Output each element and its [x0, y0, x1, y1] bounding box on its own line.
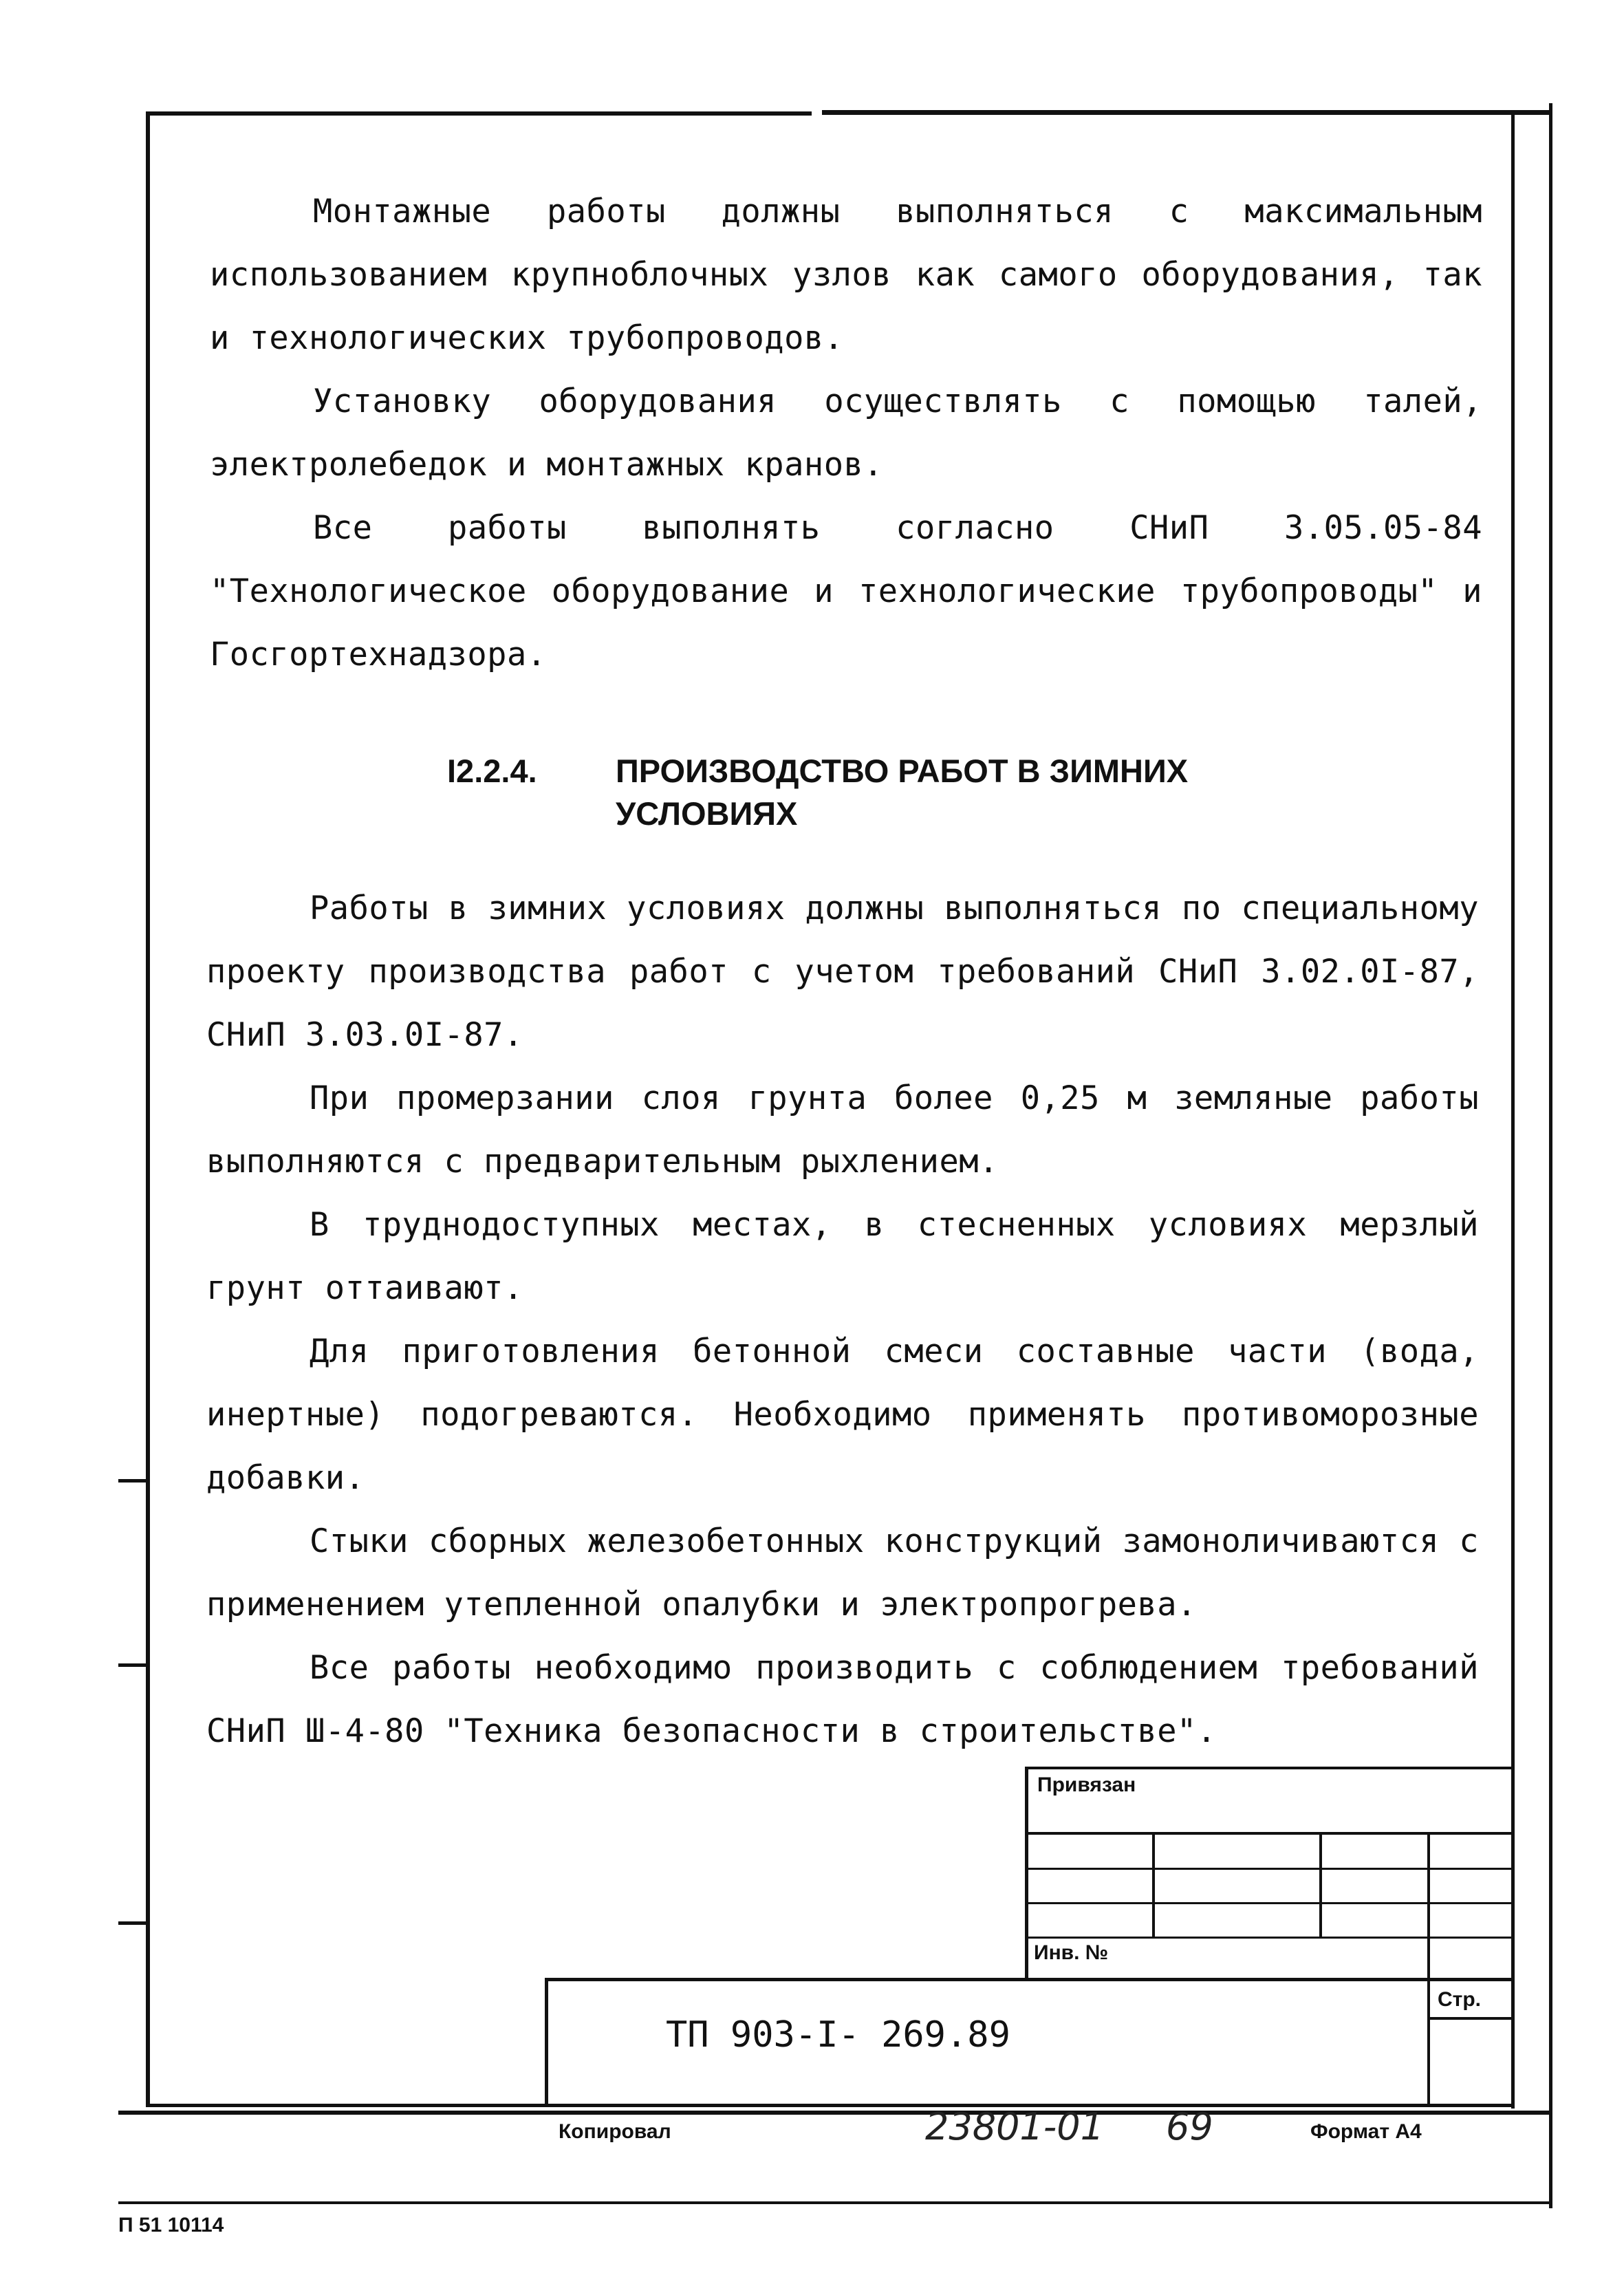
paragraph-5: При промерзании слоя грунта более 0,25 м земляные работы выполняются с предварительным рыхлением. [206, 1079, 1479, 1180]
section-title-line1: ПРОИЗВОДСТВО РАБОТ В ЗИМНИХ [616, 753, 1189, 789]
frame-bottom-inner [146, 2104, 1515, 2107]
paragraph-4: Работы в зимних условиях должны выполняться по специальному проекту производства работ с учетом требований СНиП 3.02.0I-87, СНиП 3.03.0I-87. [206, 889, 1479, 1054]
paragraph-6: В труднодоступных местах, в стесненных условиях мерзлый грунт оттаивают. [206, 1206, 1479, 1307]
margin-tick-3 [118, 1921, 149, 1925]
section-heading [447, 750, 1273, 835]
bound-label: Привязан [1037, 1773, 1136, 1796]
margin-tick-2 [118, 1663, 149, 1667]
form-code: П 51 10114 [118, 2214, 224, 2236]
paragraph-8: Стыки сборных железобетонных конструкций замоноличиваются с применением утепленной опалубки и электропрогрева. [206, 1522, 1479, 1624]
margin-tick-1 [118, 1479, 149, 1482]
paragraph-1: Монтажные работы должны выполняться с максимальным использованием крупноблочных узлов как самого оборудования, так и технологических трубопроводов. [210, 193, 1482, 357]
section-number: I2.2.4. [447, 753, 537, 789]
frame-right-inner [1511, 114, 1515, 2109]
frame-top-right [822, 110, 1551, 115]
handwritten-number: 23801-01 [925, 2105, 1104, 2148]
paragraph-7: Для приготовления бетонной смеси составные части (вода, инертные) подогреваются. Необходимо применять противоморозные добавки. [206, 1333, 1479, 1497]
frame-bottom-page [118, 2201, 1552, 2204]
document-code: ТП 903-I- 269.89 [666, 2014, 1010, 2056]
section-title-line2: УСЛОВИЯХ [616, 795, 798, 832]
frame-right-outer [1549, 103, 1552, 2208]
frame-bottom-outer [118, 2111, 1552, 2115]
paragraph-9: Все работы необходимо производить с соблюдением требований СНиП Ш-4-80 "Техника безопасности в строительстве". [206, 1649, 1479, 1750]
frame-left [146, 111, 150, 2106]
inventory-label: Инв. № [1034, 1941, 1109, 1964]
paragraph-3: Все работы выполнять согласно СНиП 3.05.05-84 "Технологическое оборудование и технологические трубопроводы" и Госгортехнадзора. [210, 509, 1482, 673]
paragraph-2: Установку оборудования осуществлять с помощью талей, электролебедок и монтажных кранов. [210, 382, 1482, 484]
frame-top-left [148, 111, 812, 116]
handwritten-page: 69 [1166, 2105, 1213, 2148]
sheet-label: Стр. [1438, 1988, 1482, 2011]
copied-label: Копировал [559, 2120, 671, 2143]
format-label: Формат А4 [1310, 2120, 1422, 2143]
